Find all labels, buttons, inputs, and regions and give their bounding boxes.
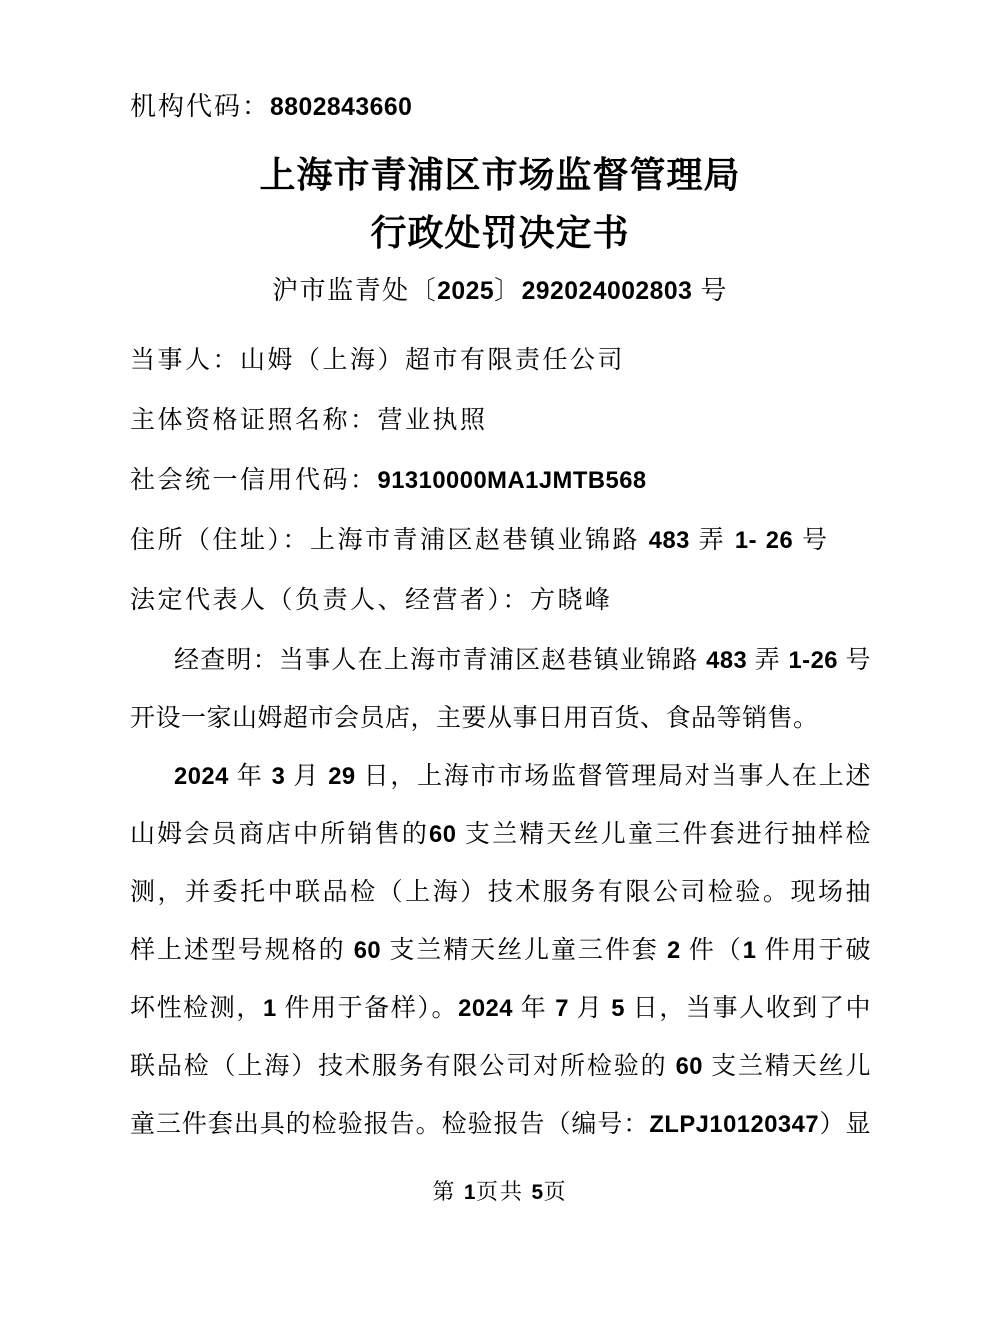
org-code: 机构代码：8802843660 (130, 92, 413, 121)
document-title-line1: 上海市青浦区市场监督管理局 (259, 155, 741, 195)
numeric-text: 483 (648, 527, 690, 554)
party-line-address: 住所（住址）：上海市青浦区赵巷镇业锦路 483 弄 1- 26 号 (130, 527, 830, 554)
numeric-text: 8802843660 (270, 94, 413, 121)
party-line-credit-code: 社会统一信用代码：91310000MA1JMTB568 (130, 467, 647, 494)
numeric-text: 60 (675, 1053, 703, 1080)
page-footer: 第 1页共 5页 (432, 1179, 568, 1204)
numeric-text: 1 (262, 995, 277, 1022)
numeric-text: ZLPJ10120347 (649, 1111, 820, 1138)
party-line-legal-representative: 法定代表人（负责人、经营者）：方晓峰 (130, 587, 613, 614)
body-text-block (130, 632, 871, 1154)
document-title-line2: 行政处罚决定书 (370, 213, 630, 253)
numeric-text: 292024002803 (521, 278, 693, 305)
numeric-text: 5 (611, 995, 625, 1022)
body-line: 测，并委托中联品检（上海）技术服务有限公司检验。现场抽 (130, 879, 871, 906)
numeric-text: 1- (734, 527, 758, 554)
body-line: 开设一家山姆超市会员店，主要从事日用百货、食品等销售。 (130, 705, 819, 732)
numeric-text: 91310000MA1JMTB568 (377, 467, 647, 494)
party-line-license-type: 主体资格证照名称：营业执照 (130, 407, 488, 434)
numeric-text: 7 (555, 995, 569, 1022)
numeric-text: 29 (328, 763, 356, 790)
body-line: 样上述型号规格的 60 支兰精天丝儿童三件套 2 件（1 件用于破 (130, 937, 871, 964)
numeric-text: 5 (531, 1181, 544, 1204)
body-line: 童三件套出具的检验报告。检验报告（编号：ZLPJ10120347）显 (130, 1111, 871, 1138)
numeric-text: 2024 (174, 763, 229, 790)
numeric-text: 26 (765, 527, 794, 554)
party-line-name: 当事人：山姆（上海）超市有限责任公司 (130, 347, 626, 374)
numeric-text: 483 (706, 647, 748, 674)
body-line: 山姆会员商店中所销售的60 支兰精天丝儿童三件套进行抽样检 (130, 821, 871, 848)
numeric-text: 60 (429, 821, 457, 848)
body-line: 联品检（上海）技术服务有限公司对所检验的 60 支兰精天丝儿 (130, 1053, 871, 1080)
numeric-text: 2024 (458, 995, 513, 1022)
body-line: 坏性检测，1 件用于备样）。2024 年 7 月 5 日，当事人收到了中 (130, 995, 871, 1022)
numeric-text: 60 (353, 937, 382, 964)
numeric-text: 2 (666, 937, 681, 964)
body-line: 经查明：当事人在上海市青浦区赵巷镇业锦路 483 弄 1-26 号 (174, 647, 871, 674)
numeric-text: 1 (463, 1181, 476, 1204)
numeric-text: 3 (271, 763, 286, 790)
document-number: 沪市监青处〔2025〕292024002803 号 (272, 276, 728, 305)
party-info-block (130, 331, 880, 631)
numeric-text: 1-26 (788, 647, 838, 674)
numeric-text: 2025 (437, 278, 495, 305)
body-line: 2024 年 3 月 29 日，上海市市场监督管理局对当事人在上述 (174, 763, 871, 790)
numeric-text: 1 (742, 937, 757, 964)
